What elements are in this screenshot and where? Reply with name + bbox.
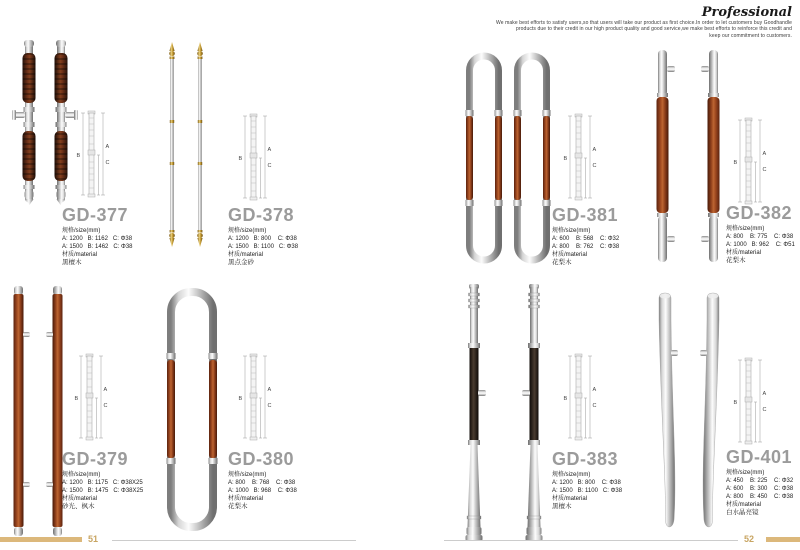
size-row: A: 800 B: 450 C: Φ38	[726, 494, 794, 500]
size-row: A: 1200 B: 1175 C: Φ38X25	[62, 480, 143, 486]
product-model: GD-380	[228, 449, 295, 469]
product-model: GD-382	[726, 203, 793, 223]
page-number-left: 51	[88, 534, 99, 544]
size-row: A: 600 B: 568 C: Φ32	[552, 236, 620, 242]
product-model: GD-377	[62, 205, 129, 225]
dimension-diagram	[76, 110, 112, 200]
size-label: 规格/size(mm)	[552, 472, 591, 478]
tagline-line: We make best efforts to satisfy users,so that users will take our product as first choice.In order to let customers buy Goodhandle	[495, 20, 792, 26]
product-card-gd-383	[552, 450, 722, 511]
material-value: 花梨木	[228, 503, 248, 510]
material-value: 花梨木	[552, 259, 572, 266]
product-model: GD-378	[228, 205, 295, 225]
material-value: 黑檀木	[62, 259, 82, 266]
material-value: 砂光、枫木	[62, 503, 95, 510]
product-card-gd-382	[726, 204, 800, 265]
dimension-diagram	[733, 357, 769, 447]
size-label: 规格/size(mm)	[726, 470, 765, 476]
footer-rule-right	[444, 540, 738, 541]
product-card-gd-379	[62, 450, 232, 511]
size-row: A: 1200 B: 800 C: Φ38	[228, 236, 297, 242]
tagline-line: keep our commitment to customers.	[709, 32, 792, 39]
product-card-gd-378	[228, 206, 398, 267]
material-label: 材质/material	[62, 252, 98, 258]
size-label: 规格/size(mm)	[552, 228, 591, 234]
size-label: 规格/size(mm)	[228, 472, 267, 478]
size-row: A: 1500 B: 1475 C: Φ38X25	[62, 488, 144, 494]
size-row: A: 1200 B: 800 C: Φ38	[552, 480, 621, 486]
material-label: 材质/material	[726, 250, 762, 256]
tagline-line: products due to their credit in our high product quality and good service,we make best efforts to reinforce this credit and	[516, 26, 792, 33]
product-model: GD-401	[726, 447, 793, 467]
size-row: A: 450 B: 225 C: Φ32	[726, 478, 794, 484]
product-model: GD-379	[62, 449, 129, 469]
footer-accent-bar-right	[766, 537, 800, 542]
brand-slogan: Professional	[701, 5, 792, 20]
material-label: 材质/material	[62, 496, 98, 502]
product-card-gd-380	[228, 450, 398, 511]
product-card-gd-381	[552, 206, 722, 267]
size-row: A: 1500 B: 1100 C: Φ38	[228, 244, 299, 250]
dimension-diagram	[563, 113, 599, 203]
size-row: A: 800 B: 768 C: Φ38	[228, 480, 296, 486]
size-row: A: 1500 B: 1100 C: Φ38	[552, 488, 623, 494]
product-model: GD-381	[552, 205, 619, 225]
material-label: 材质/material	[552, 252, 588, 258]
dimension-diagram	[74, 353, 110, 443]
material-value: 黑檀木	[552, 503, 572, 510]
page-header	[372, 6, 792, 39]
size-row: A: 1500 B: 1462 C: Φ38	[62, 244, 133, 250]
size-label: 规格/size(mm)	[726, 226, 765, 232]
dimension-diagram	[733, 117, 769, 207]
page-number-right: 52	[744, 534, 755, 544]
size-label: 规格/size(mm)	[62, 228, 101, 234]
dimension-diagram	[238, 113, 274, 203]
size-row: A: 1000 B: 968 C: Φ38	[228, 488, 297, 494]
dimension-diagram	[563, 353, 599, 443]
gd-381-photo	[462, 52, 554, 264]
size-row: A: 800 B: 762 C: Φ38	[552, 244, 620, 250]
size-row: A: 600 B: 300 C: Φ38	[726, 486, 794, 492]
footer-accent-bar-left	[0, 537, 82, 542]
footer-rule-left	[112, 540, 356, 541]
dimension-diagram	[238, 353, 274, 443]
material-value: 黑点金砂	[228, 259, 254, 266]
size-label: 规格/size(mm)	[228, 228, 267, 234]
material-label: 材质/material	[726, 502, 762, 508]
gd-379-photo	[8, 286, 70, 536]
product-model: GD-383	[552, 449, 619, 469]
size-label: 规格/size(mm)	[62, 472, 101, 478]
material-label: 材质/material	[552, 496, 588, 502]
gd-383-photo	[460, 284, 552, 542]
product-card-gd-401	[726, 448, 800, 517]
size-row: A: 800 B: 775 C: Φ38	[726, 234, 794, 240]
gd-377-photo	[10, 40, 82, 205]
material-value: 白水晶亮镜	[726, 509, 759, 516]
size-row: A: 1000 B: 962 C: Φ51	[726, 242, 795, 248]
material-label: 材质/material	[228, 252, 264, 258]
material-label: 材质/material	[228, 496, 264, 502]
product-card-gd-377	[62, 206, 232, 267]
size-row: A: 1200 B: 1162 C: Φ38	[62, 236, 133, 242]
material-value: 花梨木	[726, 257, 746, 264]
